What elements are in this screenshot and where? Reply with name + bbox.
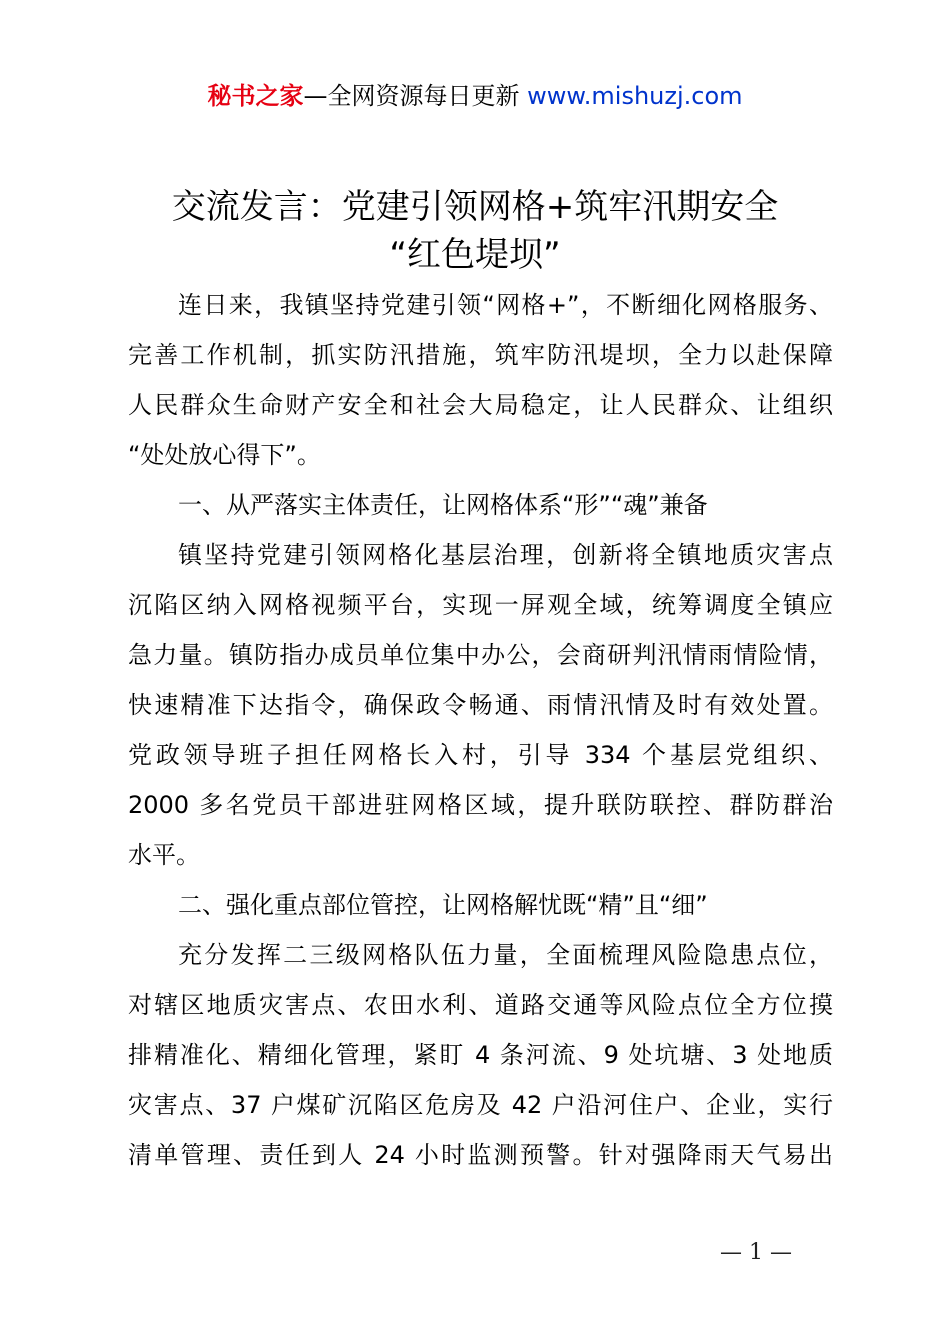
site-brand: 秘书之家 [207,82,304,110]
body-line: 党政领导班子担任网格长入村，引导 334 个基层党组织、 [128,741,833,769]
body-line: 对辖区地质灾害点、农田水利、道路交通等风险点位全方位摸 [128,991,833,1019]
body-line: 人民群众生命财产安全和社会大局稳定，让人民群众、让组织 [128,391,833,419]
header-separator: — [303,82,328,110]
body-line: 充分发挥二三级网格队伍力量，全面梳理风险隐患点位， [178,941,833,969]
site-header [0,80,950,112]
section-heading-2: 二、强化重点部位管控，让网格解忧既“精”且“细” [178,891,708,919]
body-line: 镇坚持党建引领网格化基层治理，创新将全镇地质灾害点 [178,541,833,569]
site-tagline: 全网资源每日更新 [327,82,520,110]
document-title-line-2: “红色堤坝” [389,235,561,275]
body-line: 水平。 [128,841,200,869]
page-number: — 1 — [720,1240,792,1265]
body-line: 快速精准下达指令，确保政令畅通、雨情汛情及时有效处置。 [128,691,833,719]
body-line: 完善工作机制，抓实防汛措施，筑牢防汛堤坝，全力以赴保障 [128,341,833,369]
body-line: 急力量。镇防指办成员单位集中办公，会商研判汛情雨情险情， [128,641,833,669]
site-url-link[interactable]: www.mishuzj.com [527,82,743,110]
body-line: 2000 多名党员干部进驻网格区域，提升联防联控、群防群治 [128,791,833,819]
body-line: 沉陷区纳入网格视频平台，实现一屏观全域，统筹调度全镇应 [128,591,833,619]
document-title-line-1: 交流发言：党建引领网格+筑牢汛期安全 [171,187,779,227]
body-line: “处处放心得下”。 [128,441,321,469]
section-heading-1: 一、从严落实主体责任，让网格体系“形”“魂”兼备 [178,491,708,519]
body-line: 清单管理、责任到人 24 小时监测预警。针对强降雨天气易出 [128,1141,833,1169]
body-line: 排精准化、精细化管理，紧盯 4 条河流、9 处坑塘、3 处地质 [128,1041,833,1069]
body-line: 灾害点、37 户煤矿沉陷区危房及 42 户沿河住户、企业，实行 [128,1091,833,1119]
body-line: 连日来，我镇坚持党建引领“网格+”，不断细化网格服务、 [178,291,833,319]
